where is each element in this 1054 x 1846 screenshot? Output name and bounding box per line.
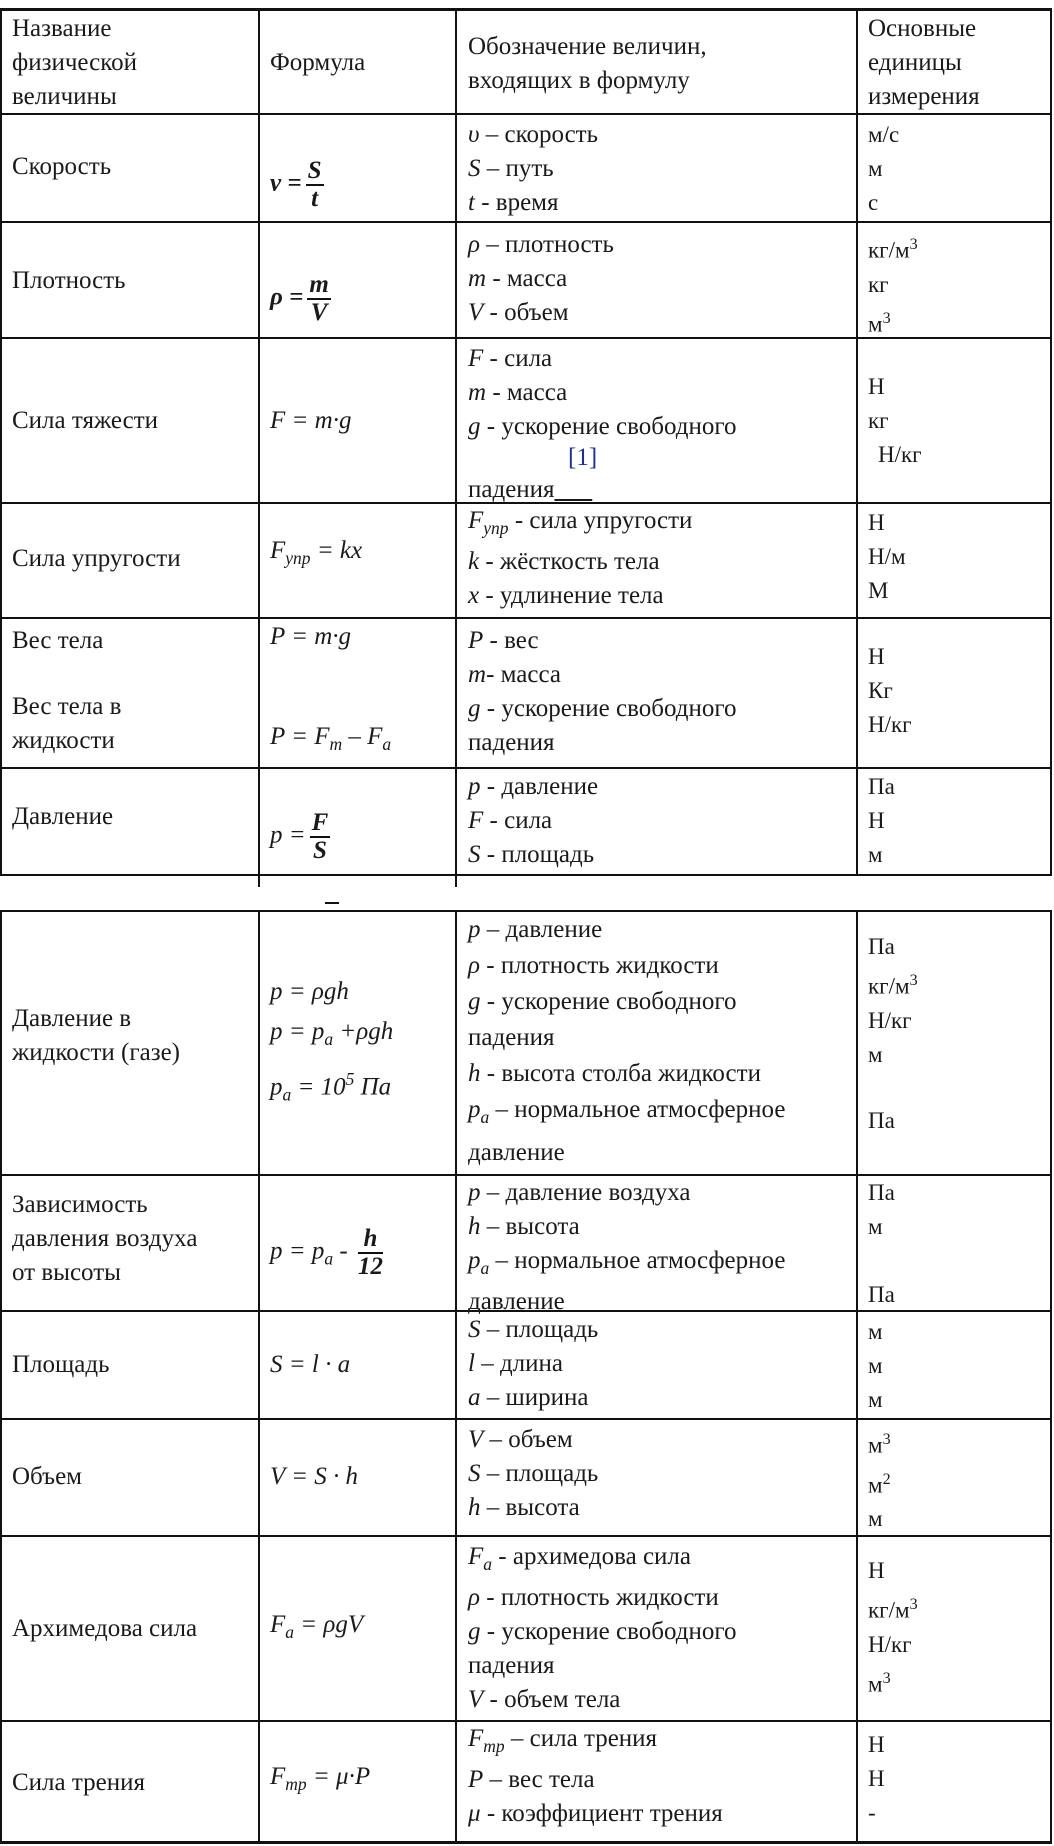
vars-elastic: $F_{упр}$ - сила упругости k - жёсткость тела x - удлинение тела	[468, 507, 693, 609]
vars-air-pressure: p – давление воздуха h – высота $p_а$ – нормальное атмосферное давление	[468, 1179, 786, 1315]
gap-dash	[325, 902, 339, 904]
col-rule	[856, 910, 858, 1844]
units-speed: м/с м с	[868, 122, 900, 215]
row-rule	[0, 1418, 1052, 1420]
col-rule	[455, 910, 457, 1844]
formula-fluid-pressure: p = ρgh $p = p_а +\rho gh$ $p_а = 10^5$ Па	[270, 978, 394, 1105]
units-air-pressure: Па м Па	[868, 1180, 895, 1307]
vars-archimedes: $F_а$ - архимедова сила ρ - плотность жидкости g - ускорение свободного падения V - объем тела	[468, 1543, 737, 1713]
vars-area: S – площадь l – длина a – ширина	[468, 1316, 599, 1411]
formula-density: ρ = $\frac{m}{V}$	[270, 271, 329, 326]
formula-friction: $F_{тр} = \mu\cdot P$	[270, 1763, 371, 1794]
row-name: Зависимость давления воздуха от высоты	[12, 1191, 198, 1286]
units-weight: Н Кг Н/кг	[868, 644, 912, 737]
row-name: Скорость	[12, 153, 112, 180]
units-area: м м м	[868, 1319, 883, 1412]
row-name: Объем	[12, 1463, 82, 1490]
vars-weight: P - вес m- масса g - ускорение свободного падения	[468, 627, 737, 756]
formula-weight-fluid: $P = F_т - F_а$	[270, 723, 392, 754]
col-stub	[455, 875, 457, 887]
col-rule	[1050, 8, 1052, 875]
vars-speed: υ – скорость S – путь t - время	[468, 121, 599, 216]
formula-archimedes: $F_а = \rho gV$	[270, 1611, 364, 1642]
row-name: Давление в жидкости (газе)	[12, 1005, 180, 1066]
formula-weight: P = m·g	[270, 623, 351, 650]
row-name: Плотность	[12, 267, 126, 294]
vars-gravity: F - сила m - масса g - ускорение свободного падения___	[468, 345, 737, 503]
units-density: $кг/м^3$ кг $м^3$	[868, 236, 918, 337]
formula-gravity: F = m·g	[270, 407, 352, 434]
row-rule	[0, 874, 1052, 876]
col-rule	[856, 8, 858, 875]
row-name: Давление	[12, 803, 114, 830]
row-name: Сила упругости	[12, 545, 181, 572]
vars-pressure: p - давление F - сила S - площадь	[468, 773, 599, 868]
bottom-border	[0, 1841, 1052, 1844]
row-rule	[0, 221, 1052, 223]
formula-area: S = l · a	[270, 1351, 351, 1378]
vars-friction: $F_{тр}$ – сила трения P – вес тела μ - коэффициент трения	[468, 1725, 723, 1827]
vars-density: ρ – плотность m - масса V - объем	[468, 231, 614, 326]
row-name: Вес тела в жидкости	[12, 693, 122, 754]
vars-volume: V – объем S – площадь h – высота	[468, 1426, 599, 1521]
units-fluid-pressure: Па $кг/м^3$ Н/кг м Па	[868, 934, 918, 1133]
row-rule	[0, 767, 1052, 769]
units-gravity: Н кг Н/кг	[868, 374, 922, 467]
header-name: Название физической величины	[12, 15, 137, 110]
col-rule	[0, 910, 2, 1844]
formula-volume: V = S · h	[270, 1463, 358, 1490]
col-rule	[258, 8, 260, 875]
header-vars: Обозначение величин, входящих в формулу	[468, 33, 707, 94]
units-volume: $м^3$ $м^2$ м	[868, 1431, 891, 1532]
units-friction: Н Н -	[868, 1732, 885, 1825]
units-archimedes: Н $кг/м^3$ Н/кг $м^3$	[868, 1558, 918, 1697]
col-rule	[455, 8, 457, 875]
formula-elastic: $F_{упр}$ = kx	[270, 537, 363, 568]
row-name: Архимедова сила	[12, 1615, 198, 1642]
header-formula: Формула	[270, 49, 366, 76]
top-border	[0, 8, 1052, 11]
col-rule	[258, 910, 260, 1844]
units-elastic: Н Н/м М	[868, 510, 906, 603]
footnote-ref[interactable]: [1]	[568, 444, 598, 471]
col-stub	[258, 875, 260, 887]
row-name: Площадь	[12, 1351, 110, 1378]
row-rule	[0, 617, 1052, 619]
row-name: Сила трения	[12, 1769, 145, 1796]
header-units: Основные единицы измерения	[868, 15, 980, 110]
row-name: Вес тела	[12, 627, 104, 654]
formula-speed: v = $\frac{S}{t}$	[270, 157, 322, 212]
col-rule	[0, 8, 2, 875]
formula-air-pressure: $p = p_а$ - $\frac{h}{12}$	[270, 1225, 383, 1280]
formula-pressure: p = $\frac{F}{S}$	[270, 809, 329, 864]
row-name: Сила тяжести	[12, 407, 159, 434]
units-pressure: Па Н м	[868, 774, 895, 867]
vars-fluid-pressure: p – давление ρ - плотность жидкости g - ускорение свободного падения h - высота столба жидкости $p_а$ – нормальное атмосферное давление	[468, 916, 786, 1166]
row-rule	[0, 1535, 1052, 1537]
col-rule	[1050, 910, 1052, 1844]
